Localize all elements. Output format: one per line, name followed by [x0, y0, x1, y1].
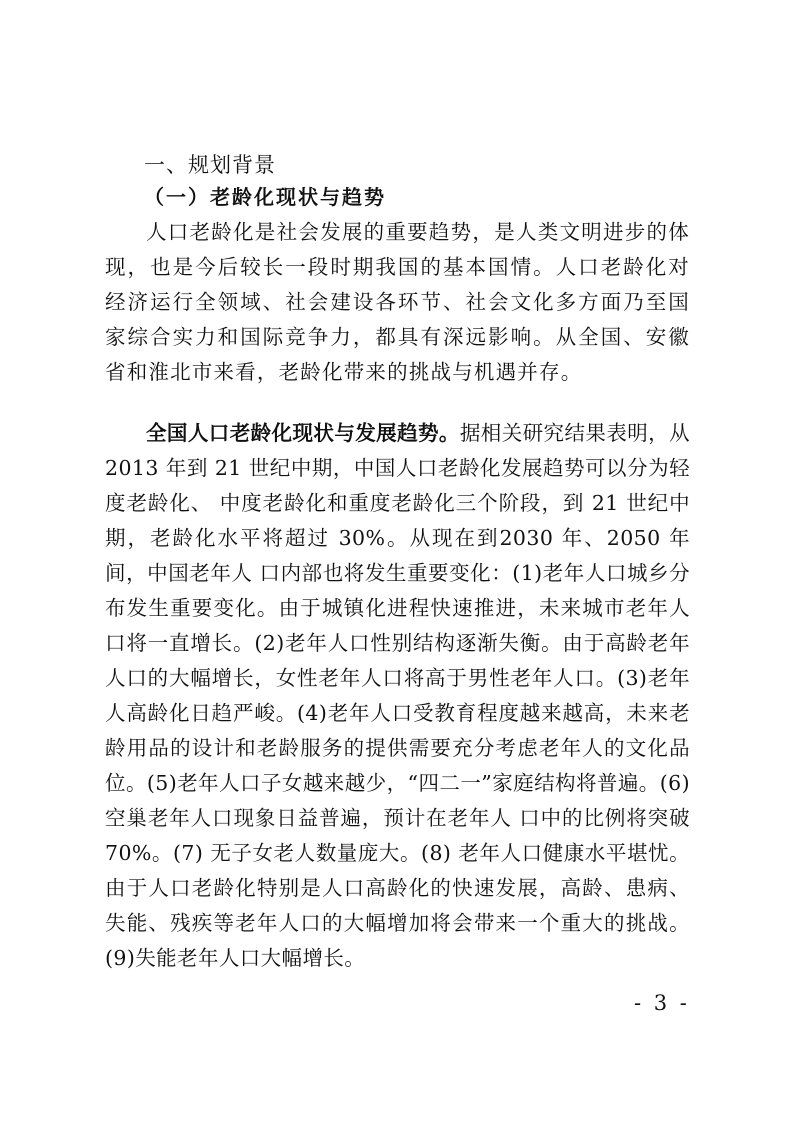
page-number: - 3 - — [634, 991, 690, 1015]
section-heading: 一、规划背景 — [144, 153, 276, 177]
paragraph-national-trends-text: 据相关研究结果表明，从2013 年到 21 世纪中期，中国人口老龄化发展趋势可以分为轻度老龄化、 中度老龄化和重度老龄化三个阶段，到 21 世纪中期，老龄化水平将超过 30%。从现在到2030 年、2050 年间，中国老年人 口内部也将发生重要变化：(1)老年人口城乡分布发生重要变化。由于城镇化进程快速推进，未来城市老年人口将一直增长。(2)老年人口性别结构逐渐失衡。由于高龄老年人口的大幅增长，女性老年人口将高于男性老年人口。(3)老年人高龄化日趋严峻。(4)老年人口受教育程度越来越高，未来老龄用品的设计和老龄服务的提供需要充分考虑老年人的文化品位。(5)老年人口子女越来越少，“四二一”家庭结构将普遍。(6) 空巢老年人口现象日益普遍，预计在老年人 口中的比例将突破 70%。(7) 无子女老人数量庞大。(8) 老年人口健康水平堪忧。由于人口老龄化特别是人口高龄化的快速发展，高龄、患病、失能、残疾等老年人口的大幅增加将会带来一个重大的挑战。(9)失能老年人口大幅增长。 — [105, 421, 690, 970]
subsection-heading: （一）老龄化现状与趋势 — [144, 185, 386, 209]
paragraph-intro — [105, 215, 690, 390]
paragraph-national-trends — [105, 416, 690, 976]
paragraph-intro-text: 人口老龄化是社会发展的重要趋势，是人类文明进步的体现，也是今后较长一段时期我国的基本国情。人口老龄化对经济运行全领域、社会建设各环节、社会文化多方面乃至国家综合实力和国际竞争力，都具有深远影响。从全国、安徽省和淮北市来看，老龄化带来的挑战与机遇并存。 — [105, 220, 690, 384]
paragraph-lead-sentence: 全国人口老龄化现状与发展趋势。 — [146, 421, 460, 445]
